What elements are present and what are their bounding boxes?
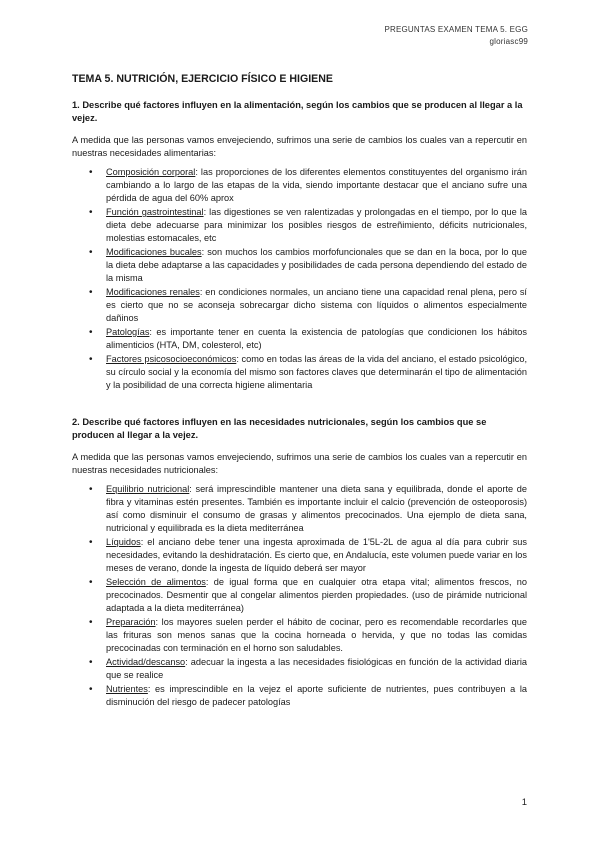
item-text: : las digestiones se ven ralentizadas y prolongadas en el tiempo, por lo que la dieta debe adecuarse para minimizar los posibles riesgos de estreñimiento, déficits nutricionales, molestias estomacales, etc [106,207,527,243]
item-text: : como en todas las áreas de la vida del anciano, el estado psicológico, su círculo social y la economía del mismo son factores claves que determinarán el tipo de alimentación y la posibilidad de una correcta higiene alimentaria [106,354,528,390]
page-number: 1 [521,797,527,808]
item-text: : el anciano debe tener una ingesta aproximada de 1'5L-2L de agua al día para cubrir sus necesidades, evitando la deshidratación. Es cierto que, en Andalucía, este volumen puede variar en los meses de verano, donde la ingesta de líquido deberá ser mayor [106,537,527,573]
list-item [106,656,527,682]
item-text: : de igual forma que en cualquier otra etapa vital; alimentos frescos, no precocinados. Desmentir que al congelar alimentos pierden propiedades. (uso de pirámide nutricional adaptada a la dieta mediterránea) [106,577,527,613]
item-text: : las proporciones de los diferentes elementos constituyentes del organismo irán cambiando a lo largo de las etapas de la vida, siendo importante destacar que el anciano sufre una pérdida de agua del 60% aprox [106,167,527,203]
item-term: Actividad/descanso [106,657,186,667]
item-term: Composición corporal [106,167,196,177]
header-title: PREGUNTAS EXAMEN TEMA 5. EGG [384,25,528,34]
question-1 [72,99,527,392]
list-item [106,683,527,709]
page-content [72,73,527,710]
item-text: : es importante tener en cuenta la existencia de patologías que condicionen los hábitos alimenticios (HTA, DM, colesterol, etc) [106,327,527,350]
document-title: TEMA 5. NUTRICIÓN, EJERCICIO FÍSICO E HIGIENE [72,73,333,85]
question-1-intro: A medida que las personas vamos envejeciendo, sufrimos una serie de cambios los cuales van a repercutir en nuestras necesidades alimentarias: [72,135,527,158]
item-term: Nutrientes [106,684,148,694]
list-item [106,576,527,615]
item-term: Modificaciones renales [106,287,200,297]
page-header [384,24,528,48]
question-2-list [72,483,527,709]
item-text: : los mayores suelen perder el hábito de cocinar, pero es recomendable recordarles que las frituras son menos sanas que la cocina horneada o hervida, y que no todas las comidas precocinadas con terminación en el horno son saludables. [106,617,527,653]
item-term: Equilibrio nutricional [106,484,190,494]
list-item [106,616,527,655]
item-term: Selección de alimentos [106,577,206,587]
item-term: Preparación [106,617,156,627]
list-item [106,483,527,535]
list-item [106,326,527,352]
question-2-heading: 2. Describe qué factores influyen en las necesidades nutricionales, según los cambios que se producen al llegar a la vejez. [72,417,487,440]
section-spacer [72,393,527,416]
question-1-heading: 1. Describe qué factores influyen en la alimentación, según los cambios que se producen al llegar a la vejez. [72,100,523,123]
question-2 [72,416,527,709]
item-term: Modificaciones bucales [106,247,202,257]
item-term: Patologías [106,327,150,337]
item-text: : son muchos los cambios morfofuncionales que se dan en la boca, por lo que la dieta debe adaptarse a las capacidades y posibilidades de cada persona dependiendo del estado de la misma [106,247,527,283]
item-term: Función gastrointestinal [106,207,204,217]
question-2-intro: A medida que las personas vamos envejeciendo, sufrimos una serie de cambios los cuales van a repercutir en nuestras necesidades nutricionales: [72,452,527,475]
list-item [106,353,527,392]
item-text: : será imprescindible mantener una dieta sana y equilibrada, donde el aporte de fibra y vitaminas estén presentes. También es importante incluir el calcio (prevención de osteoporosis) así como disminuir el consumo de grasas y alimentos precocinados. Una ejemplo de dieta sana, nutricional y equilibrada es la dieta mediterránea [106,484,527,533]
question-1-list [72,166,527,392]
item-text: : es imprescindible en la vejez el aporte suficiente de nutrientes, pues contribuyen a la disminución del riesgo de padecer patologías [106,684,527,707]
item-term: Factores psicosocioeconómicos [106,354,237,364]
item-text: : en condiciones normales, un anciano tiene una capacidad renal plena, pero sí es cierto que no se aconseja sobrecargar dicho sistema con líquidos o alimentos especialmente dañinos [106,287,527,323]
list-item [106,246,527,285]
list-item [106,166,527,205]
list-item [106,206,527,245]
list-item [106,286,527,325]
header-author: gloriasc99 [489,37,528,46]
item-term: Líquidos [106,537,141,547]
list-item [106,536,527,575]
item-text: : adecuar la ingesta a las necesidades fisiológicas en función de la actividad diaria que se realice [106,657,527,680]
